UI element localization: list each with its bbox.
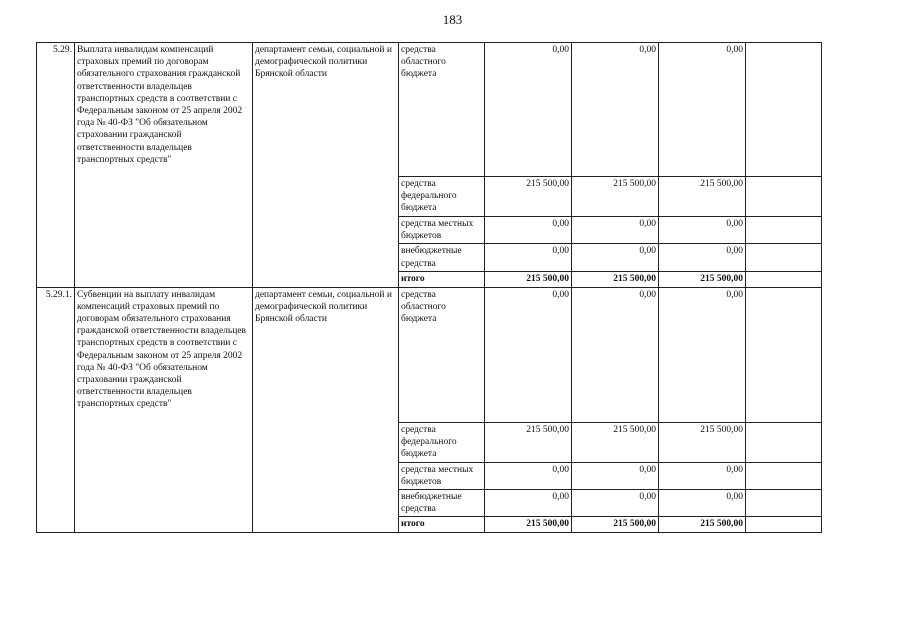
- amount-cell: 0,00: [572, 43, 659, 177]
- amount-cell: 0,00: [485, 217, 572, 244]
- empty-cell: [746, 177, 822, 217]
- amount-cell: 215 500,00: [572, 177, 659, 217]
- amount-cell: 215 500,00: [485, 177, 572, 217]
- empty-cell: [746, 517, 822, 532]
- funding-source-total: итого: [399, 272, 485, 287]
- amount-cell: 0,00: [572, 244, 659, 272]
- item-executor: департамент семьи, социальной и демографической политики Брянской области: [253, 43, 399, 288]
- amount-cell: 0,00: [659, 217, 746, 244]
- empty-cell: [746, 272, 822, 287]
- empty-cell: [746, 462, 822, 489]
- amount-cell: 0,00: [572, 490, 659, 517]
- amount-cell: 0,00: [659, 490, 746, 517]
- total-amount-cell: 215 500,00: [659, 272, 746, 287]
- empty-cell: [746, 490, 822, 517]
- item-code: 5.29.1.: [37, 287, 75, 532]
- amount-cell: 0,00: [659, 43, 746, 177]
- item-name: Выплата инвалидам компенсаций страховых премий по договорам обязательного страхования гражданской ответственности владельцев транспортных средств в соответствии с Федеральным законом от 25 апреля 2002 года № 40-ФЗ "Об обязательном страховании гражданской ответственности владельцев транспортных средств": [75, 43, 253, 288]
- amount-cell: 0,00: [572, 217, 659, 244]
- page-number: 183: [442, 12, 463, 27]
- funding-source: внебюджетные средства: [399, 490, 485, 517]
- amount-cell: 0,00: [572, 462, 659, 489]
- amount-cell: 0,00: [485, 490, 572, 517]
- amount-cell: 0,00: [659, 462, 746, 489]
- total-amount-cell: 215 500,00: [485, 272, 572, 287]
- amount-cell: 0,00: [485, 43, 572, 177]
- item-code: 5.29.: [37, 43, 75, 288]
- funding-source: средства федерального бюджета: [399, 177, 485, 217]
- amount-cell: 0,00: [485, 462, 572, 489]
- budget-table: [36, 42, 822, 533]
- table-row: [37, 43, 822, 177]
- empty-cell: [746, 217, 822, 244]
- empty-cell: [746, 244, 822, 272]
- amount-cell: 0,00: [659, 287, 746, 422]
- empty-cell: [746, 422, 822, 462]
- empty-cell: [746, 43, 822, 177]
- amount-cell: 215 500,00: [659, 177, 746, 217]
- funding-source: средства областного бюджета: [399, 287, 485, 422]
- total-amount-cell: 215 500,00: [572, 517, 659, 532]
- funding-source-total: итого: [399, 517, 485, 532]
- total-amount-cell: 215 500,00: [485, 517, 572, 532]
- funding-source: средства местных бюджетов: [399, 217, 485, 244]
- total-amount-cell: 215 500,00: [659, 517, 746, 532]
- item-executor: департамент семьи, социальной и демографической политики Брянской области: [253, 287, 399, 532]
- amount-cell: 0,00: [572, 287, 659, 422]
- amount-cell: 0,00: [485, 287, 572, 422]
- amount-cell: 215 500,00: [659, 422, 746, 462]
- funding-source: внебюджетные средства: [399, 244, 485, 272]
- empty-cell: [746, 287, 822, 422]
- total-amount-cell: 215 500,00: [572, 272, 659, 287]
- amount-cell: 0,00: [659, 244, 746, 272]
- amount-cell: 215 500,00: [572, 422, 659, 462]
- amount-cell: 0,00: [485, 244, 572, 272]
- item-name: Субвенции на выплату инвалидам компенсаций страховых премий по договорам обязательного страхования гражданской ответственности владельцев транспортных средств в соответствии с Федеральным законом от 25 апреля 2002 года № 40-ФЗ "Об обязательном страховании гражданской ответственности владельцев транспортных средств": [75, 287, 253, 532]
- funding-source: средства федерального бюджета: [399, 422, 485, 462]
- amount-cell: 215 500,00: [485, 422, 572, 462]
- table-row: [37, 287, 822, 422]
- funding-source: средства областного бюджета: [399, 43, 485, 177]
- funding-source: средства местных бюджетов: [399, 462, 485, 489]
